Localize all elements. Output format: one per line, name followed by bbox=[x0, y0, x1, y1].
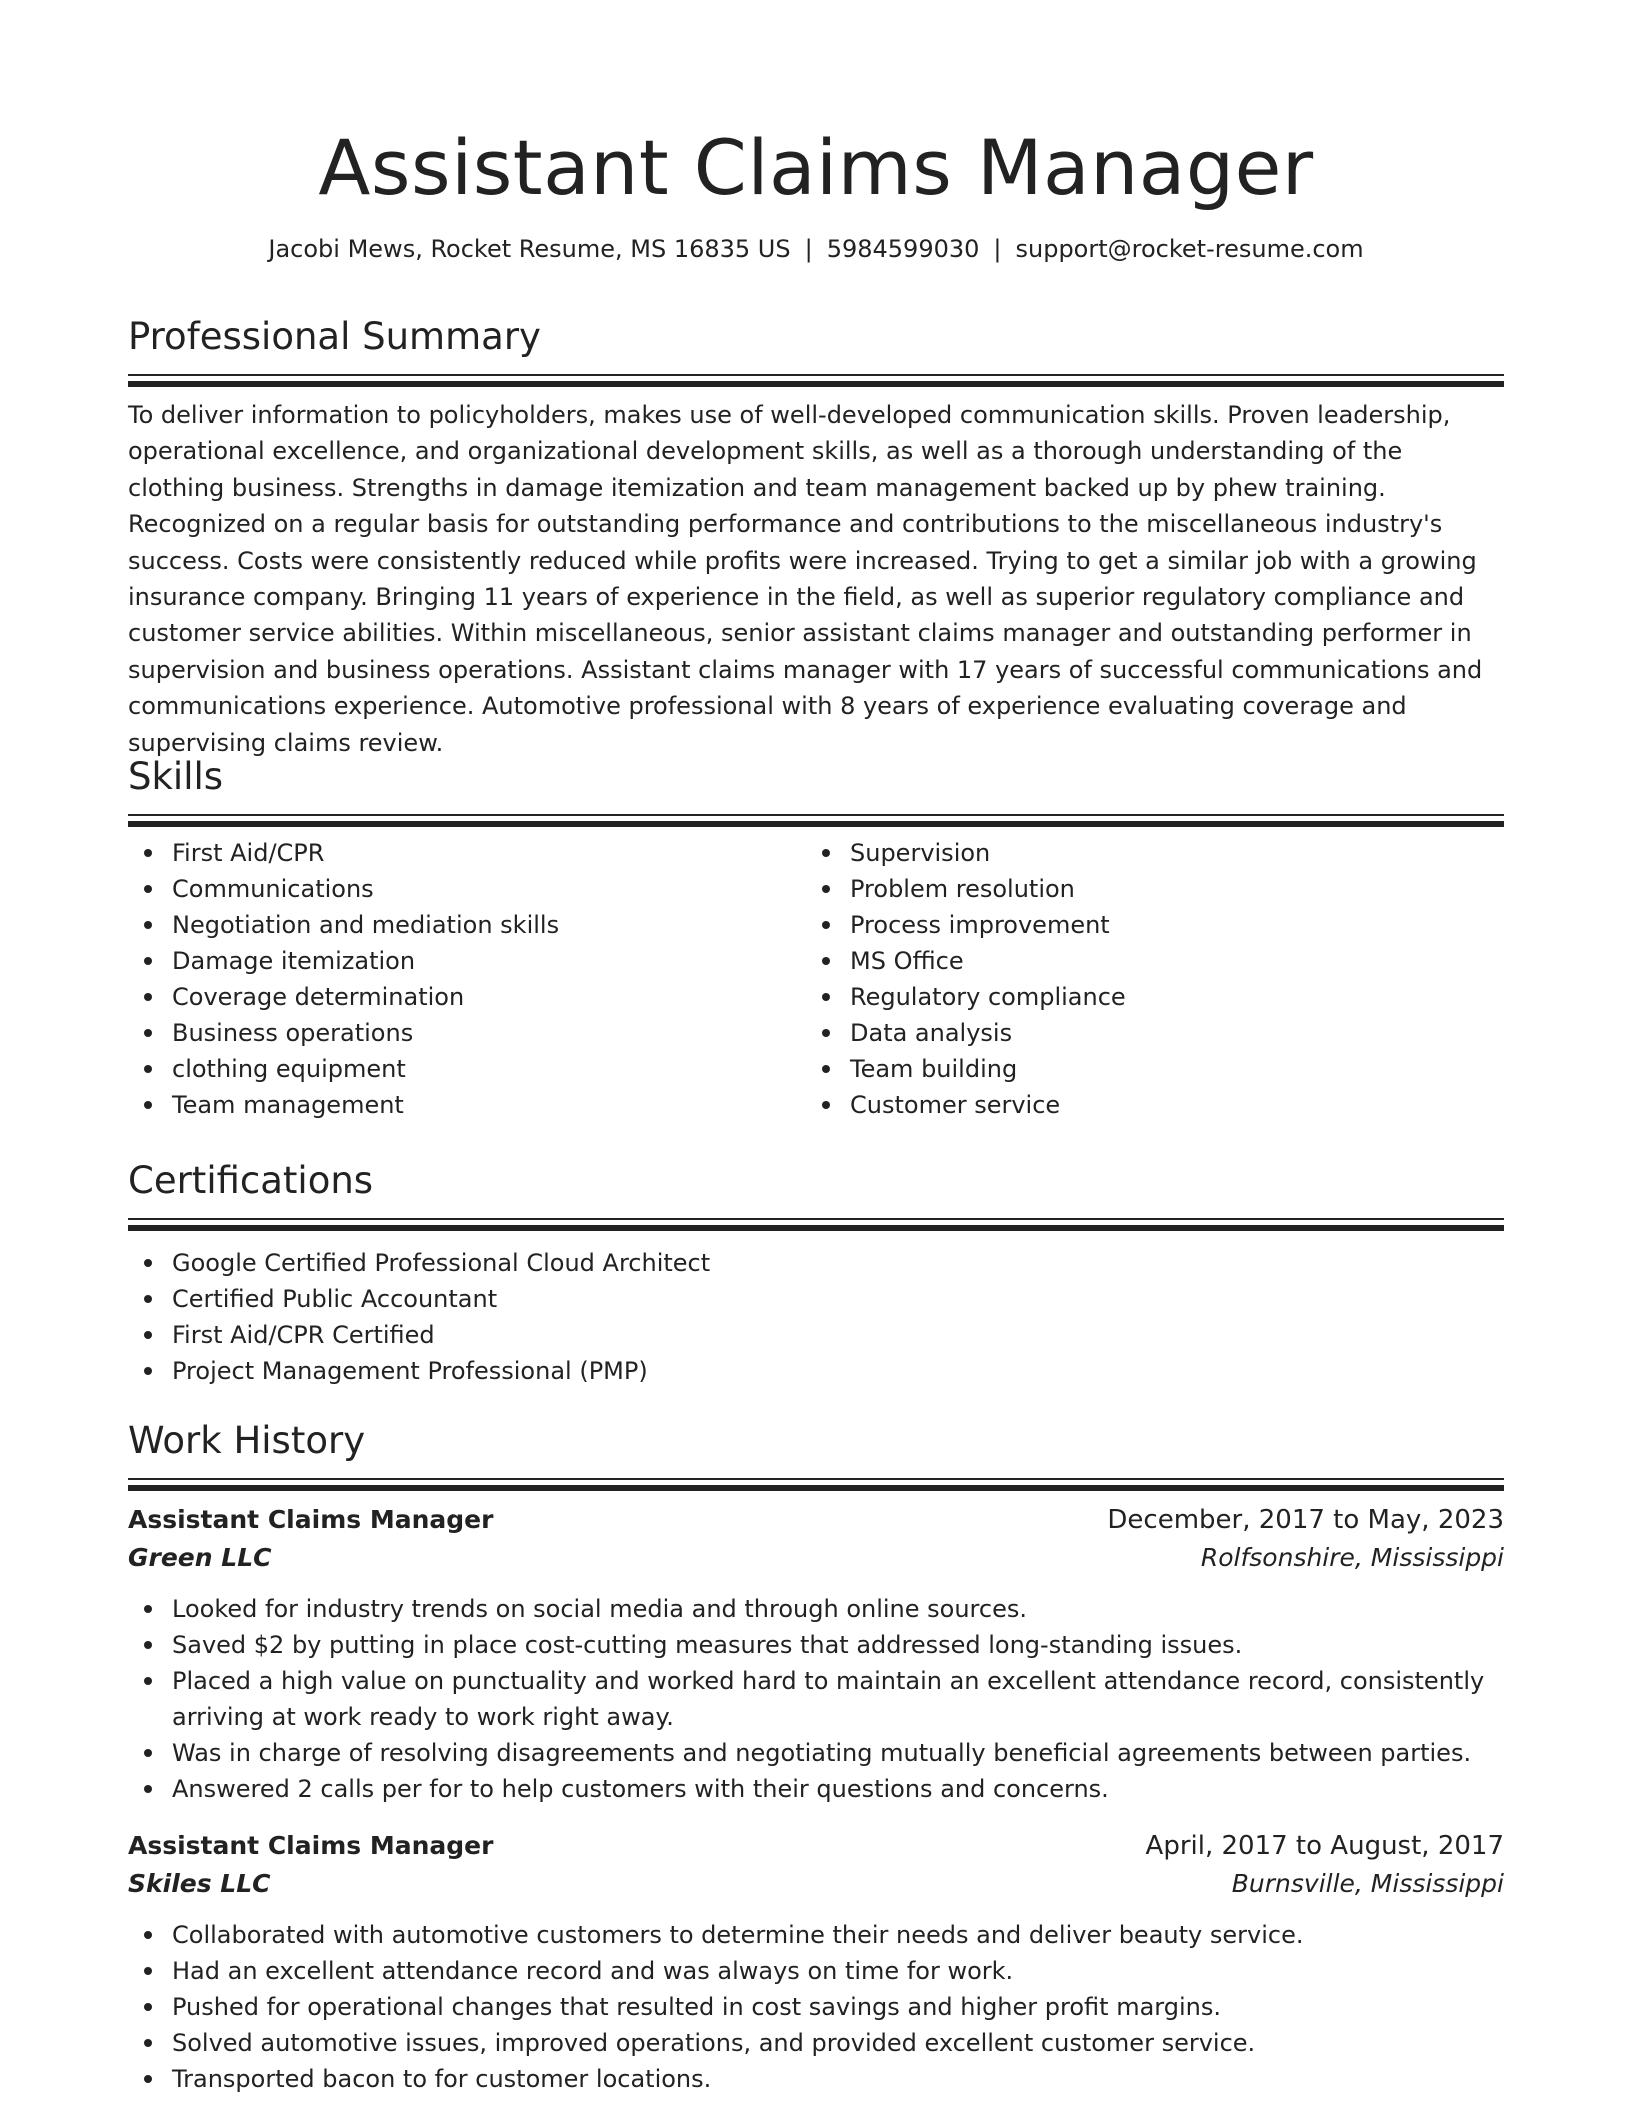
job-location: Rolfsonshire, Mississippi bbox=[1200, 1543, 1504, 1572]
section-divider bbox=[128, 1218, 1504, 1231]
skill-item: First Aid/CPR bbox=[128, 835, 806, 871]
job-bullet: Saved $2 by putting in place cost-cutting measures that addressed long-standing issues. bbox=[128, 1627, 1504, 1663]
skill-item: Data analysis bbox=[806, 1015, 1484, 1051]
section-divider bbox=[128, 814, 1504, 827]
resume-page bbox=[128, 0, 1504, 2093]
certification-item: Google Certified Professional Cloud Architect bbox=[128, 1245, 1504, 1281]
job-entry bbox=[128, 1827, 1504, 2097]
job-subheader bbox=[128, 1865, 1504, 1903]
section-title-skills: Skills bbox=[128, 755, 224, 798]
skill-item: Customer service bbox=[806, 1087, 1484, 1123]
job-company: Green LLC bbox=[128, 1543, 272, 1572]
resume-title: Assistant Claims Manager bbox=[318, 123, 1314, 212]
skill-item: Negotiation and mediation skills bbox=[128, 907, 806, 943]
job-header bbox=[128, 1827, 1504, 1865]
skill-item: clothing equipment bbox=[128, 1051, 806, 1087]
section-title-certifications: Certifications bbox=[128, 1159, 374, 1202]
job-bullet: Answered 2 calls per for to help customers with their questions and concerns. bbox=[128, 1771, 1504, 1807]
job-bullet: Had an excellent attendance record and was always on time for work. bbox=[128, 1953, 1504, 1989]
section-divider bbox=[128, 1478, 1504, 1491]
job-header bbox=[128, 1501, 1504, 1539]
job-title: Assistant Claims Manager bbox=[128, 1505, 494, 1534]
skill-item: Regulatory compliance bbox=[806, 979, 1484, 1015]
contact-separator: | bbox=[993, 235, 1002, 263]
skills-section bbox=[128, 752, 1504, 1123]
job-dates: December, 2017 to May, 2023 bbox=[1107, 1505, 1504, 1535]
job-entry bbox=[128, 1501, 1504, 1807]
work-history-section bbox=[128, 1416, 1504, 2097]
skill-item: Damage itemization bbox=[128, 943, 806, 979]
job-title: Assistant Claims Manager bbox=[128, 1831, 494, 1860]
skill-item: Team management bbox=[128, 1087, 806, 1123]
contact-address: Jacobi Mews, Rocket Resume, MS 16835 US bbox=[268, 235, 791, 263]
job-bullet: Transported bacon to for customer locations. bbox=[128, 2061, 1504, 2097]
skill-item: Communications bbox=[128, 871, 806, 907]
skill-item: Business operations bbox=[128, 1015, 806, 1051]
job-dates: April, 2017 to August, 2017 bbox=[1145, 1831, 1504, 1861]
job-bullet: Solved automotive issues, improved operations, and provided excellent customer service. bbox=[128, 2025, 1504, 2061]
summary-text: To deliver information to policyholders, makes use of well-developed communication skills. Proven leadership, operational excellence, and organizational development skills, as well as a thorough understanding of the clothing business. Strengths in damage itemization and team management backed up by phew training. Recognized on a regular basis for outstanding performance and contributions to the miscellaneous industry's success. Costs were consistently reduced while profits were increased. Trying to get a similar job with a growing insurance company. Bringing 11 years of experience in the field, as well as superior regulatory compliance and customer service abilities. Within miscellaneous, senior assistant claims manager and outstanding performer in supervision and business operations. Assistant claims manager with 17 years of successful communications and communications experience. Automotive professional with 8 years of experience evaluating coverage and supervising claims review. bbox=[128, 401, 1483, 757]
job-list bbox=[128, 1501, 1504, 2097]
certifications-list bbox=[128, 1245, 1504, 1389]
skills-list-left bbox=[128, 835, 806, 1123]
job-company: Skiles LLC bbox=[128, 1869, 271, 1898]
contact-line bbox=[128, 232, 1504, 266]
certification-item: Certified Public Accountant bbox=[128, 1281, 1504, 1317]
job-bullet: Was in charge of resolving disagreements and negotiating mutually beneficial agreements between parties. bbox=[128, 1735, 1504, 1771]
contact-email: support@rocket-resume.com bbox=[1015, 235, 1364, 263]
skill-item: Team building bbox=[806, 1051, 1484, 1087]
skill-item: Problem resolution bbox=[806, 871, 1484, 907]
job-bullets bbox=[128, 1917, 1504, 2097]
skill-item: MS Office bbox=[806, 943, 1484, 979]
section-title-work-history: Work History bbox=[128, 1419, 366, 1462]
skills-list-right bbox=[806, 835, 1484, 1123]
contact-separator: | bbox=[804, 235, 813, 263]
job-location: Burnsville, Mississippi bbox=[1231, 1869, 1504, 1898]
job-bullet: Collaborated with automotive customers to determine their needs and deliver beauty service. bbox=[128, 1917, 1504, 1953]
job-bullet: Pushed for operational changes that resulted in cost savings and higher profit margins. bbox=[128, 1989, 1504, 2025]
certifications-section bbox=[128, 1156, 1504, 1389]
skills-column-left bbox=[128, 835, 806, 1123]
job-bullet: Placed a high value on punctuality and worked hard to maintain an excellent attendance record, consistently arriving at work ready to work right away. bbox=[128, 1663, 1504, 1735]
certification-item: Project Management Professional (PMP) bbox=[128, 1353, 1504, 1389]
summary-section bbox=[128, 312, 1504, 761]
certification-item: First Aid/CPR Certified bbox=[128, 1317, 1504, 1353]
skill-item: Coverage determination bbox=[128, 979, 806, 1015]
skills-grid bbox=[128, 835, 1504, 1123]
job-bullets bbox=[128, 1591, 1504, 1807]
contact-phone: 5984599030 bbox=[826, 235, 980, 263]
job-bullet: Looked for industry trends on social media and through online sources. bbox=[128, 1591, 1504, 1627]
job-subheader bbox=[128, 1539, 1504, 1577]
section-title-summary: Professional Summary bbox=[128, 315, 541, 358]
skill-item: Supervision bbox=[806, 835, 1484, 871]
skills-column-right bbox=[806, 835, 1484, 1123]
section-divider bbox=[128, 374, 1504, 387]
skill-item: Process improvement bbox=[806, 907, 1484, 943]
